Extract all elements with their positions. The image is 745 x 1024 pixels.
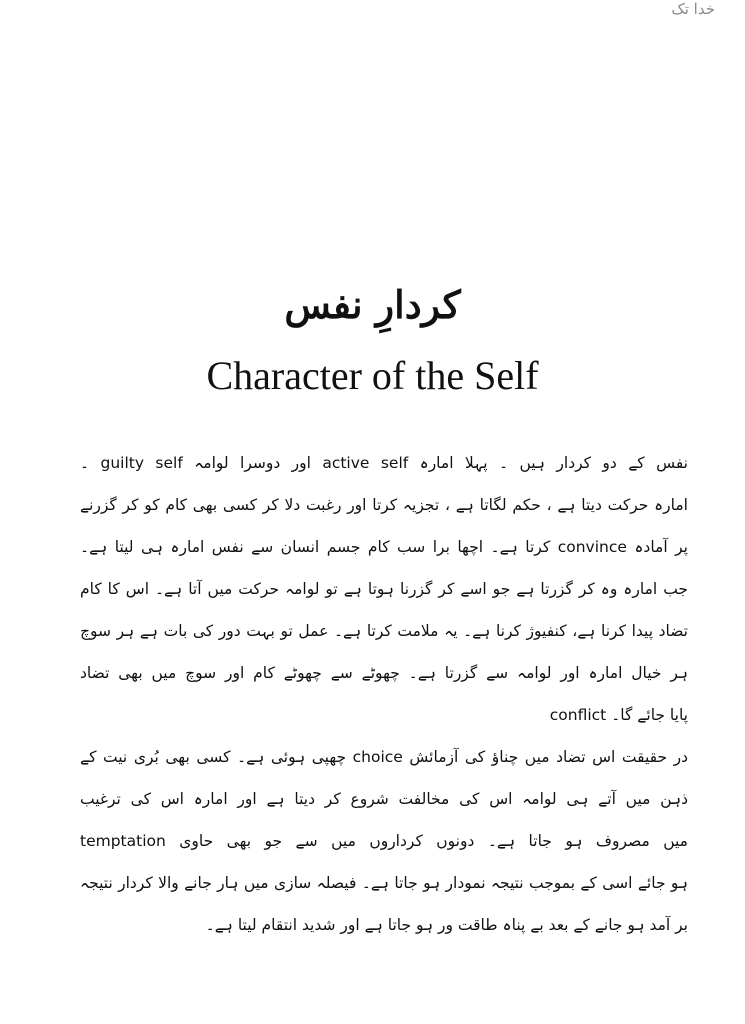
body-line: در حقیقت اس تضاد میں چناؤ کی آزمائش choice چھپی ہوئی ہے۔ کسی بھی بُری نیت کے: [80, 748, 688, 766]
body-line: امارہ حرکت دیتا ہے ، حکم لگاتا ہے ، تجزیہ کرتا اور رغبت دلا کر کسی بھی کام کو کر گزرنے: [80, 496, 688, 514]
body-line: جب امارہ وہ کر گزرتا ہے جو اسے کر گزرنا ہوتا ہے تو لوامہ حرکت میں آتا ہے۔ اس کا کام: [80, 580, 688, 598]
chapter-title-english: Character of the Self: [206, 353, 539, 398]
body-line: نفس کے دو کردار ہیں ۔ پہلا امارہ active self اور دوسرا لوامہ guilty self ۔: [80, 454, 688, 472]
body-line: conflict پایا جائے گا۔: [549, 706, 688, 724]
body-line: ہو جائے اسی کے بموجب نتیجہ نمودار ہو جاتا ہے۔ فیصلہ سازی میں ہار جانے والا کردار نتیجہ: [80, 874, 688, 892]
publisher-logo: خدا تک: [671, 0, 715, 18]
body-line: ہر خیال امارہ اور لوامہ سے گزرتا ہے۔ چھوٹے سے چھوٹے کام اور سوچ میں بھی تضاد: [80, 664, 688, 682]
body-line: بر آمد ہو جانے کے بعد بے پناہ طاقت ور ہو جاتا ہے اور شدید انتقام لیتا ہے۔: [205, 916, 688, 934]
chapter-title-urdu: کردارِ نفس: [284, 282, 461, 327]
body-line: تضاد پیدا کرنا ہے، کنفیوژ کرنا ہے۔ یہ ملامت کرتا ہے۔ عمل تو بہت دور کی بات ہے ہر سوچ: [80, 622, 688, 640]
body-line: پر آمادہ convince کرتا ہے۔ اچھا برا سب کام جسم انسان سے نفس امارہ ہی لیتا ہے۔: [80, 538, 688, 556]
chapter-body: [80, 442, 688, 946]
body-line: ذہن میں آتے ہی لوامہ اس کی مخالفت شروع کر دیتا ہے اور امارہ اس کی ترغیب: [80, 790, 688, 808]
body-line: temptation میں مصروف ہو جاتا ہے۔ دونوں کرداروں میں سے جو بھی حاوی: [80, 832, 688, 850]
